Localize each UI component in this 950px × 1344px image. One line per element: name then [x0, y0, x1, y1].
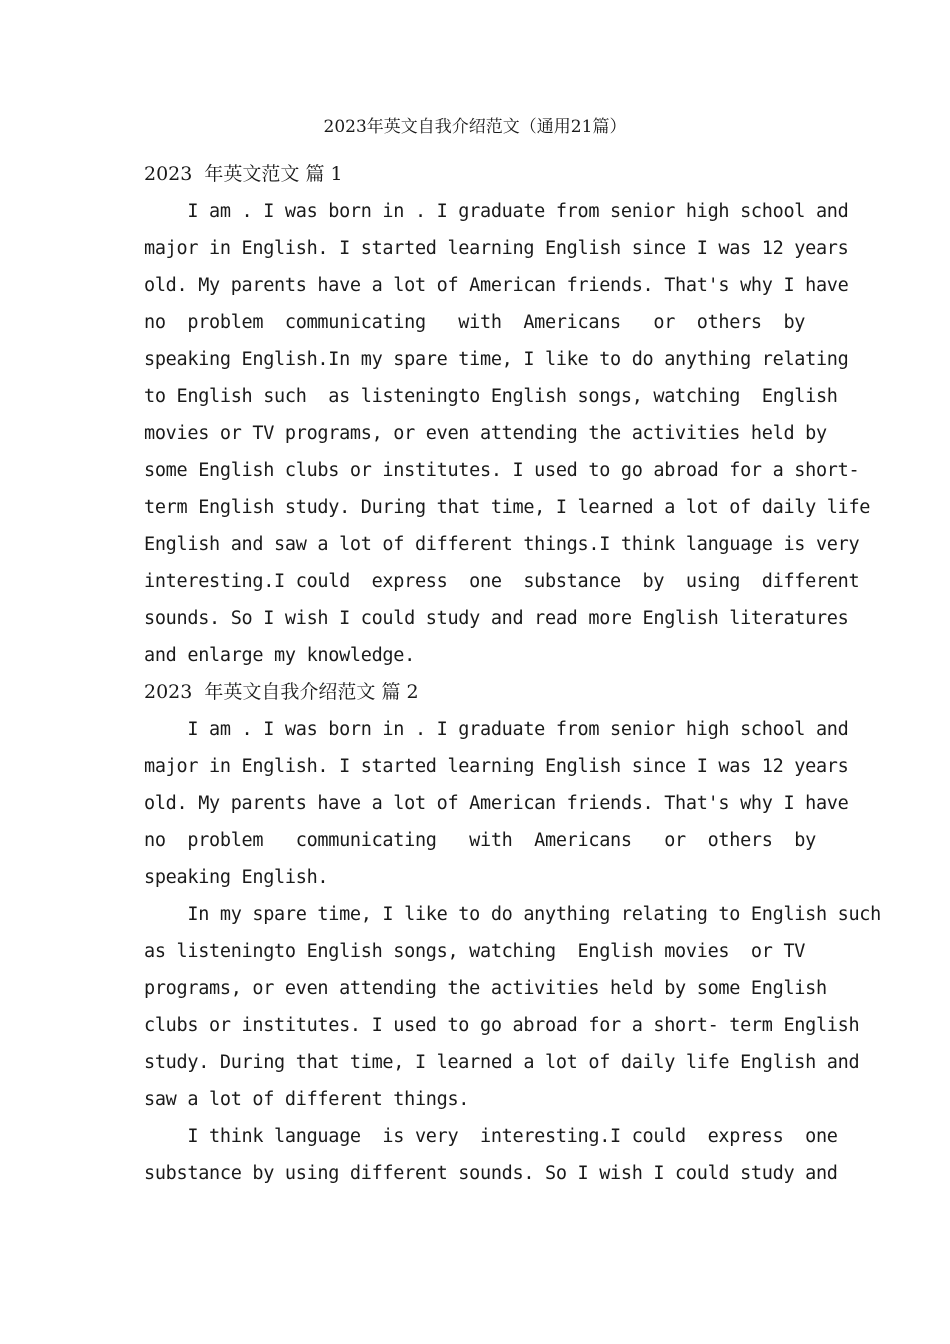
paragraph-line: speaking English.	[144, 867, 329, 888]
paragraph-line: no problem communicating with Americans or others by	[144, 830, 816, 851]
paragraph-line: I am . I was born in . I graduate from senior high school and	[144, 719, 849, 740]
paragraph-line: I think language is very interesting.I could express one	[144, 1126, 838, 1147]
paragraph-line: programs, or even attending the activities held by some English	[144, 978, 827, 999]
paragraph-line: movies or TV programs, or even attending the activities held by	[144, 423, 827, 444]
paragraph-line: no problem communicating with Americans or others by	[144, 312, 806, 333]
paragraph-line: to English such as listeningto English songs, watching English	[144, 386, 838, 407]
paragraph-line: English and saw a lot of different things.I think language is very	[144, 534, 860, 555]
paragraph-line: as listeningto English songs, watching English movies or TV	[144, 941, 806, 962]
document-title: 2023年英文自我介绍范文（通用21篇）	[323, 117, 627, 137]
section-heading: 2023 年英文自我介绍范文 篇 2	[144, 681, 419, 703]
document-body	[144, 156, 904, 1192]
paragraph-line: some English clubs or institutes. I used to go abroad for a short-	[144, 460, 860, 481]
paragraph-line: clubs or institutes. I used to go abroad for a short- term English	[144, 1015, 860, 1036]
paragraph-line: sounds. So I wish I could study and read more English literatures	[144, 608, 849, 629]
section-heading: 2023 年英文范文 篇 1	[144, 163, 343, 185]
paragraph-line: major in English. I started learning English since I was 12 years	[144, 756, 849, 777]
paragraph-line: I am . I was born in . I graduate from senior high school and	[144, 201, 849, 222]
paragraph-line: saw a lot of different things.	[144, 1089, 470, 1110]
paragraph-line: In my spare time, I like to do anything relating to English such	[144, 904, 881, 925]
paragraph-line: substance by using different sounds. So I wish I could study and	[144, 1163, 838, 1184]
paragraph-line: speaking English.In my spare time, I like to do anything relating	[144, 349, 849, 370]
paragraph-line: and enlarge my knowledge.	[144, 645, 415, 666]
paragraph-line: interesting.I could express one substance by using different	[144, 571, 860, 592]
paragraph-line: study. During that time, I learned a lot of daily life English and	[144, 1052, 860, 1073]
paragraph-line: old. My parents have a lot of American friends. That's why I have	[144, 793, 849, 814]
paragraph-line: term English study. During that time, I learned a lot of daily life	[144, 497, 871, 518]
paragraph-line: old. My parents have a lot of American friends. That's why I have	[144, 275, 849, 296]
paragraph-line: major in English. I started learning English since I was 12 years	[144, 238, 849, 259]
